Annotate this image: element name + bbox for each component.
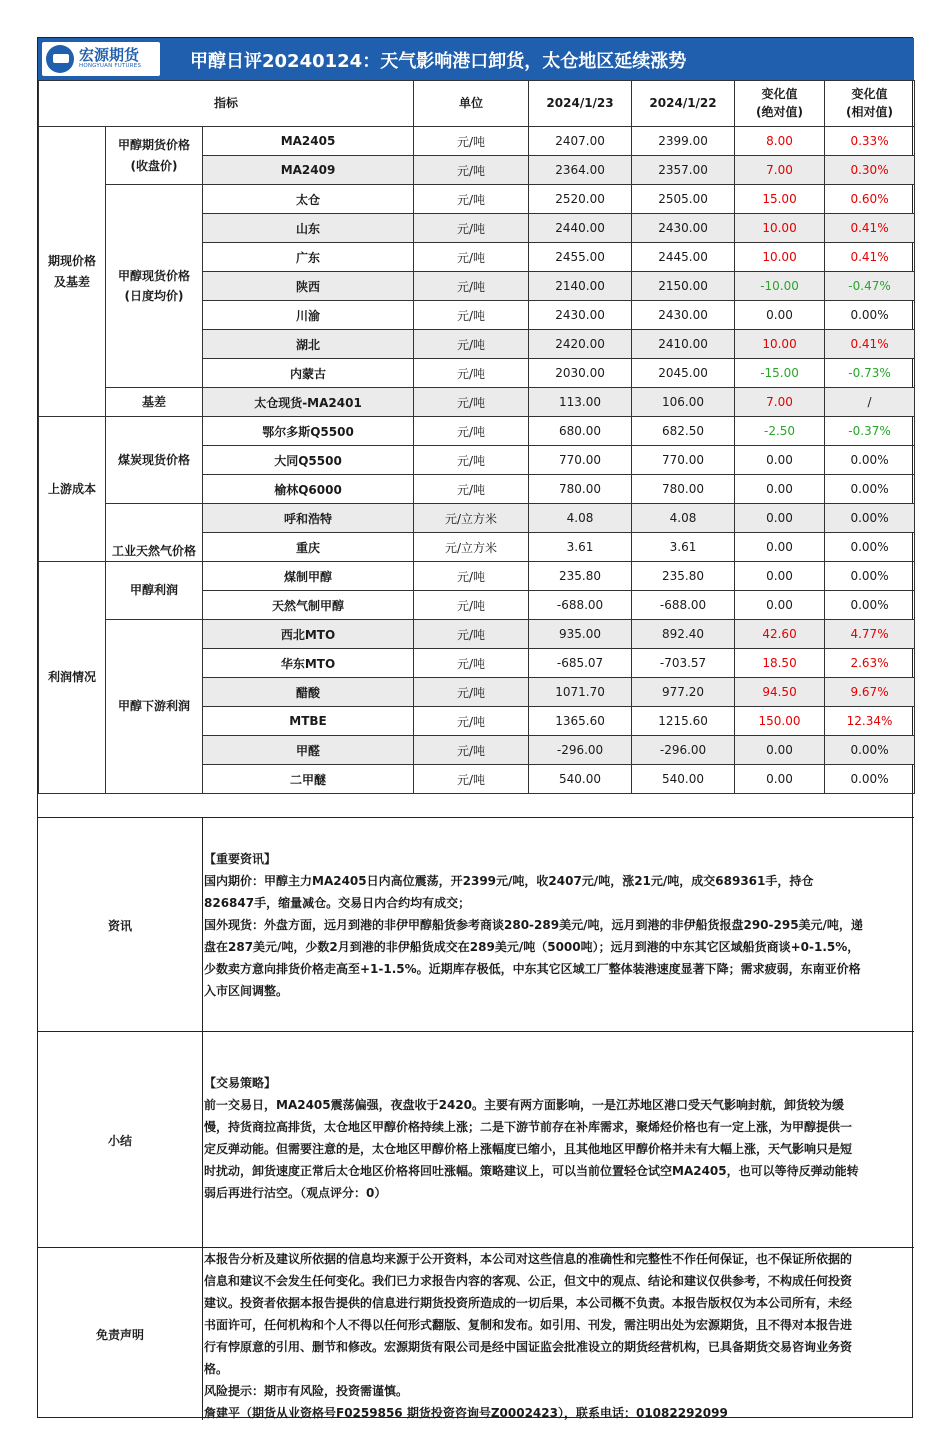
row-indicator: 天然气制甲醇: [203, 591, 414, 620]
row-change-rel: 0.00%: [825, 591, 915, 620]
row-unit: 元/吨: [414, 272, 529, 301]
news-line: 826847手，缩量减仓。交易日内合约均有成交；: [204, 896, 471, 910]
row-value-date1: 1365.60: [529, 707, 632, 736]
row-change-abs: 150.00: [735, 707, 825, 736]
row-change-rel: 0.41%: [825, 330, 915, 359]
row-indicator: 重庆: [203, 533, 414, 562]
disclaimer-line: 詹建平（期货从业资格号F0259856 期货投资咨询号Z0002423），联系电话：01082292099: [204, 1406, 728, 1420]
disclaimer-line: 信息和建议不会发生任何变化。我们已力求报告内容的客观、公正，但文中的观点、结论和建议仅供参考，不构成任何投资: [204, 1274, 853, 1288]
row-value-date2: 2357.00: [632, 156, 735, 185]
row-indicator: 甲醛: [203, 736, 414, 765]
row-value-date1: 680.00: [529, 417, 632, 446]
row-value-date1: 235.80: [529, 562, 632, 591]
row-value-date2: 106.00: [632, 388, 735, 417]
row-unit: 元/立方米: [414, 504, 529, 533]
row-value-date1: 113.00: [529, 388, 632, 417]
disclaimer-line: 行有悖原意的引用、删节和修改。宏源期货有限公司是经中国证监会批准设立的期货经营机构，已具备期货交易咨询业务资: [204, 1340, 853, 1354]
row-unit: 元/吨: [414, 330, 529, 359]
row-change-abs: 10.00: [735, 330, 825, 359]
row-change-abs: 8.00: [735, 127, 825, 156]
row-indicator: 广东: [203, 243, 414, 272]
table-header-row: [39, 81, 915, 127]
report-frame: [37, 37, 913, 1418]
row-unit: 元/吨: [414, 446, 529, 475]
row-value-date2: 3.61: [632, 533, 735, 562]
summary-text: [204, 1072, 912, 1204]
row-change-abs: 0.00: [735, 765, 825, 794]
summary-line: 定反弹动能。但需要注意的是，太仓地区甲醇价格上涨幅度已缩小，且其他地区甲醇价格并未有大幅上涨，天气影响只是短: [204, 1142, 853, 1156]
summary-section: [38, 1031, 914, 1248]
summary-line: 【交易策略】: [204, 1076, 277, 1090]
news-line: 少数卖方意向排货价格走高至+1-1.5%。近期库存极低，中东其它区域工厂整体装港速度显著下降；需求疲弱，东南亚价格: [204, 962, 861, 976]
row-change-abs: 7.00: [735, 388, 825, 417]
logo-icon: [46, 45, 74, 73]
subgroup-label: 甲醇下游利润: [106, 620, 203, 794]
disclaimer-label: 免责声明: [38, 1248, 203, 1420]
row-unit: 元/吨: [414, 359, 529, 388]
row-value-date1: 2407.00: [529, 127, 632, 156]
row-value-date2: 780.00: [632, 475, 735, 504]
row-indicator: 太仓: [203, 185, 414, 214]
row-change-abs: 0.00: [735, 475, 825, 504]
table-row: [39, 185, 915, 214]
row-value-date1: -685.07: [529, 649, 632, 678]
disclaimer-line: 建议。投资者依据本报告提供的信息进行期货投资所造成的一切后果，本公司概不负责。本报告版权仅为本公司所有，未经: [204, 1296, 853, 1310]
row-value-date1: 4.08: [529, 504, 632, 533]
row-indicator: 陕西: [203, 272, 414, 301]
disclaimer-line: 格。: [204, 1362, 229, 1376]
news-text: [204, 848, 912, 1002]
row-change-rel: /: [825, 388, 915, 417]
row-value-date1: 770.00: [529, 446, 632, 475]
subgroup-label: 基差: [106, 388, 203, 417]
row-value-date2: 2505.00: [632, 185, 735, 214]
row-value-date1: 780.00: [529, 475, 632, 504]
row-change-rel: 0.60%: [825, 185, 915, 214]
row-unit: 元/吨: [414, 417, 529, 446]
table-row: [39, 504, 915, 533]
group-label: 上游成本: [39, 417, 106, 562]
group-label: 期现价格 及基差: [39, 127, 106, 417]
row-indicator: 二甲醚: [203, 765, 414, 794]
row-value-date1: 2364.00: [529, 156, 632, 185]
row-change-rel: 4.77%: [825, 620, 915, 649]
row-indicator: MTBE: [203, 707, 414, 736]
subgroup-label: 煤炭现货价格: [106, 417, 203, 504]
row-change-rel: 0.00%: [825, 475, 915, 504]
row-value-date1: 2140.00: [529, 272, 632, 301]
row-change-abs: -10.00: [735, 272, 825, 301]
row-unit: 元/立方米: [414, 533, 529, 562]
disclaimer-line: 本报告分析及建议所依据的信息均来源于公开资料，本公司对这些信息的准确性和完整性不作任何保证，也不保证所依据的: [204, 1252, 853, 1266]
row-value-date2: 235.80: [632, 562, 735, 591]
row-value-date2: 2045.00: [632, 359, 735, 388]
row-unit: 元/吨: [414, 156, 529, 185]
row-change-rel: 0.33%: [825, 127, 915, 156]
row-change-abs: 0.00: [735, 301, 825, 330]
row-change-rel: -0.37%: [825, 417, 915, 446]
row-value-date2: 2410.00: [632, 330, 735, 359]
disclaimer-text: [204, 1248, 912, 1424]
row-unit: 元/吨: [414, 649, 529, 678]
row-value-date1: -688.00: [529, 591, 632, 620]
group-label: 利润情况: [39, 562, 106, 794]
row-indicator: 太仓现货-MA2401: [203, 388, 414, 417]
table-row: [39, 127, 915, 156]
col-date-1: 2024/1/23: [529, 81, 632, 127]
row-change-abs: 0.00: [735, 736, 825, 765]
summary-line: 弱后再进行沽空。（观点评分：0）: [204, 1186, 387, 1200]
row-indicator: 内蒙古: [203, 359, 414, 388]
summary-line: 前一交易日，MA2405震荡偏强，夜盘收于2420。主要有两方面影响，一是江苏地区港口受天气影响封航，卸货较为缓: [204, 1098, 845, 1112]
row-indicator: MA2409: [203, 156, 414, 185]
summary-label: 小结: [38, 1032, 203, 1248]
row-value-date1: -296.00: [529, 736, 632, 765]
row-change-abs: 0.00: [735, 446, 825, 475]
row-change-rel: 0.00%: [825, 562, 915, 591]
row-change-rel: 12.34%: [825, 707, 915, 736]
row-indicator: MA2405: [203, 127, 414, 156]
row-value-date2: 770.00: [632, 446, 735, 475]
row-indicator: 川渝: [203, 301, 414, 330]
row-change-abs: 10.00: [735, 243, 825, 272]
col-date-2: 2024/1/22: [632, 81, 735, 127]
news-line: 入市区间调整。: [204, 984, 289, 998]
row-value-date2: 977.20: [632, 678, 735, 707]
row-indicator: 华东MTO: [203, 649, 414, 678]
col-indicator: 指标: [39, 81, 414, 127]
subgroup-label: 甲醇期货价格 (收盘价): [106, 127, 203, 185]
row-change-abs: 42.60: [735, 620, 825, 649]
row-change-rel: 0.00%: [825, 504, 915, 533]
table-row: [39, 417, 915, 446]
row-value-date1: 2455.00: [529, 243, 632, 272]
row-value-date2: 892.40: [632, 620, 735, 649]
row-indicator: 大同Q5500: [203, 446, 414, 475]
summary-line: 慢，持货商拉高排货，太仓地区甲醇价格持续上涨；二是下游节前存在补库需求，聚烯烃价格也有一定上涨，为甲醇提供一: [204, 1120, 853, 1134]
table-row: [39, 620, 915, 649]
col-unit: 单位: [414, 81, 529, 127]
row-unit: 元/吨: [414, 185, 529, 214]
subgroup-label: 甲醇现货价格 (日度均价): [106, 185, 203, 388]
news-label: 资讯: [38, 818, 203, 1032]
news-line: 国外现货：外盘方面，远月到港的非伊甲醇船货参考商谈280-289美元/吨，远月到港的非伊船货报盘290-295美元/吨，递: [204, 918, 863, 932]
row-change-rel: -0.73%: [825, 359, 915, 388]
row-change-rel: 0.41%: [825, 214, 915, 243]
report-header: [38, 38, 914, 80]
row-value-date2: 2399.00: [632, 127, 735, 156]
disclaimer-section: [38, 1247, 914, 1420]
row-change-rel: 0.00%: [825, 446, 915, 475]
row-unit: 元/吨: [414, 214, 529, 243]
row-unit: 元/吨: [414, 620, 529, 649]
report-title: 甲醇日评20240124：天气影响港口卸货，太仓地区延续涨势: [190, 51, 687, 72]
subgroup-label: 工业天然气价格: [106, 504, 203, 562]
row-change-rel: 0.30%: [825, 156, 915, 185]
row-unit: 元/吨: [414, 243, 529, 272]
row-value-date1: 2430.00: [529, 301, 632, 330]
row-change-rel: 0.00%: [825, 301, 915, 330]
row-change-abs: -2.50: [735, 417, 825, 446]
row-value-date2: 682.50: [632, 417, 735, 446]
row-value-date2: 2445.00: [632, 243, 735, 272]
logo-name-en: HONGYUAN FUTURES: [79, 63, 142, 69]
row-unit: 元/吨: [414, 765, 529, 794]
row-unit: 元/吨: [414, 301, 529, 330]
row-change-abs: 0.00: [735, 562, 825, 591]
row-change-abs: 7.00: [735, 156, 825, 185]
row-value-date2: 1215.60: [632, 707, 735, 736]
logo-name-cn: 宏源期货: [79, 46, 140, 64]
table-row: [39, 562, 915, 591]
row-value-date1: 1071.70: [529, 678, 632, 707]
company-logo: [42, 42, 160, 76]
row-unit: 元/吨: [414, 475, 529, 504]
data-table: [38, 80, 915, 794]
row-unit: 元/吨: [414, 388, 529, 417]
table-body: [39, 127, 915, 794]
row-change-rel: 0.00%: [825, 533, 915, 562]
row-change-abs: 0.00: [735, 591, 825, 620]
row-value-date1: 2030.00: [529, 359, 632, 388]
row-change-abs: 15.00: [735, 185, 825, 214]
row-value-date2: -703.57: [632, 649, 735, 678]
row-unit: 元/吨: [414, 562, 529, 591]
row-indicator: 醋酸: [203, 678, 414, 707]
row-unit: 元/吨: [414, 678, 529, 707]
row-indicator: 煤制甲醇: [203, 562, 414, 591]
col-change-abs: 变化值 (绝对值): [735, 81, 825, 127]
row-change-abs: -15.00: [735, 359, 825, 388]
table-row: [39, 388, 915, 417]
row-unit: 元/吨: [414, 736, 529, 765]
row-indicator: 山东: [203, 214, 414, 243]
subgroup-label: 甲醇利润: [106, 562, 203, 620]
row-unit: 元/吨: [414, 591, 529, 620]
row-change-rel: 0.00%: [825, 736, 915, 765]
row-unit: 元/吨: [414, 707, 529, 736]
news-section: [38, 817, 914, 1032]
row-change-rel: 2.63%: [825, 649, 915, 678]
row-indicator: 西北MTO: [203, 620, 414, 649]
disclaimer-line: 风险提示：期市有风险，投资需谨慎。: [204, 1384, 409, 1398]
row-value-date2: 2150.00: [632, 272, 735, 301]
row-value-date2: 540.00: [632, 765, 735, 794]
row-indicator: 呼和浩特: [203, 504, 414, 533]
row-change-rel: 0.00%: [825, 765, 915, 794]
row-change-rel: 9.67%: [825, 678, 915, 707]
row-indicator: 榆林Q6000: [203, 475, 414, 504]
news-line: 盘在287美元/吨，少数2月到港的非伊船货成交在289美元/吨（5000吨）；远月到港的中东其它区域船货商谈+0-1.5%，: [204, 940, 860, 954]
row-value-date2: 2430.00: [632, 301, 735, 330]
row-change-abs: 18.50: [735, 649, 825, 678]
row-value-date2: 2430.00: [632, 214, 735, 243]
row-indicator: 鄂尔多斯Q5500: [203, 417, 414, 446]
row-value-date2: 4.08: [632, 504, 735, 533]
row-value-date1: 2420.00: [529, 330, 632, 359]
row-value-date2: -688.00: [632, 591, 735, 620]
row-change-rel: 0.41%: [825, 243, 915, 272]
row-indicator: 湖北: [203, 330, 414, 359]
row-value-date1: 935.00: [529, 620, 632, 649]
row-change-abs: 0.00: [735, 504, 825, 533]
row-value-date1: 2520.00: [529, 185, 632, 214]
row-change-abs: 94.50: [735, 678, 825, 707]
row-change-abs: 0.00: [735, 533, 825, 562]
row-value-date1: 2440.00: [529, 214, 632, 243]
row-change-rel: -0.47%: [825, 272, 915, 301]
news-line: 【重要资讯】: [204, 852, 277, 866]
row-value-date2: -296.00: [632, 736, 735, 765]
row-change-abs: 10.00: [735, 214, 825, 243]
summary-line: 时扰动，卸货速度正常后太仓地区价格将回吐涨幅。策略建议上，可以当前位置轻仓试空MA2405，也可以等待反弹动能转: [204, 1164, 859, 1178]
col-change-rel: 变化值 (相对值): [825, 81, 915, 127]
row-value-date1: 540.00: [529, 765, 632, 794]
news-line: 国内期价：甲醇主力MA2405日内高位震荡，开2399元/吨，收2407元/吨，涨21元/吨，成交689361手，持仓: [204, 874, 814, 888]
disclaimer-line: 书面许可，任何机构和个人不得以任何形式翻版、复制和发布。如引用、刊发，需注明出处为宏源期货，且不得对本报告进: [204, 1318, 853, 1332]
row-unit: 元/吨: [414, 127, 529, 156]
row-value-date1: 3.61: [529, 533, 632, 562]
